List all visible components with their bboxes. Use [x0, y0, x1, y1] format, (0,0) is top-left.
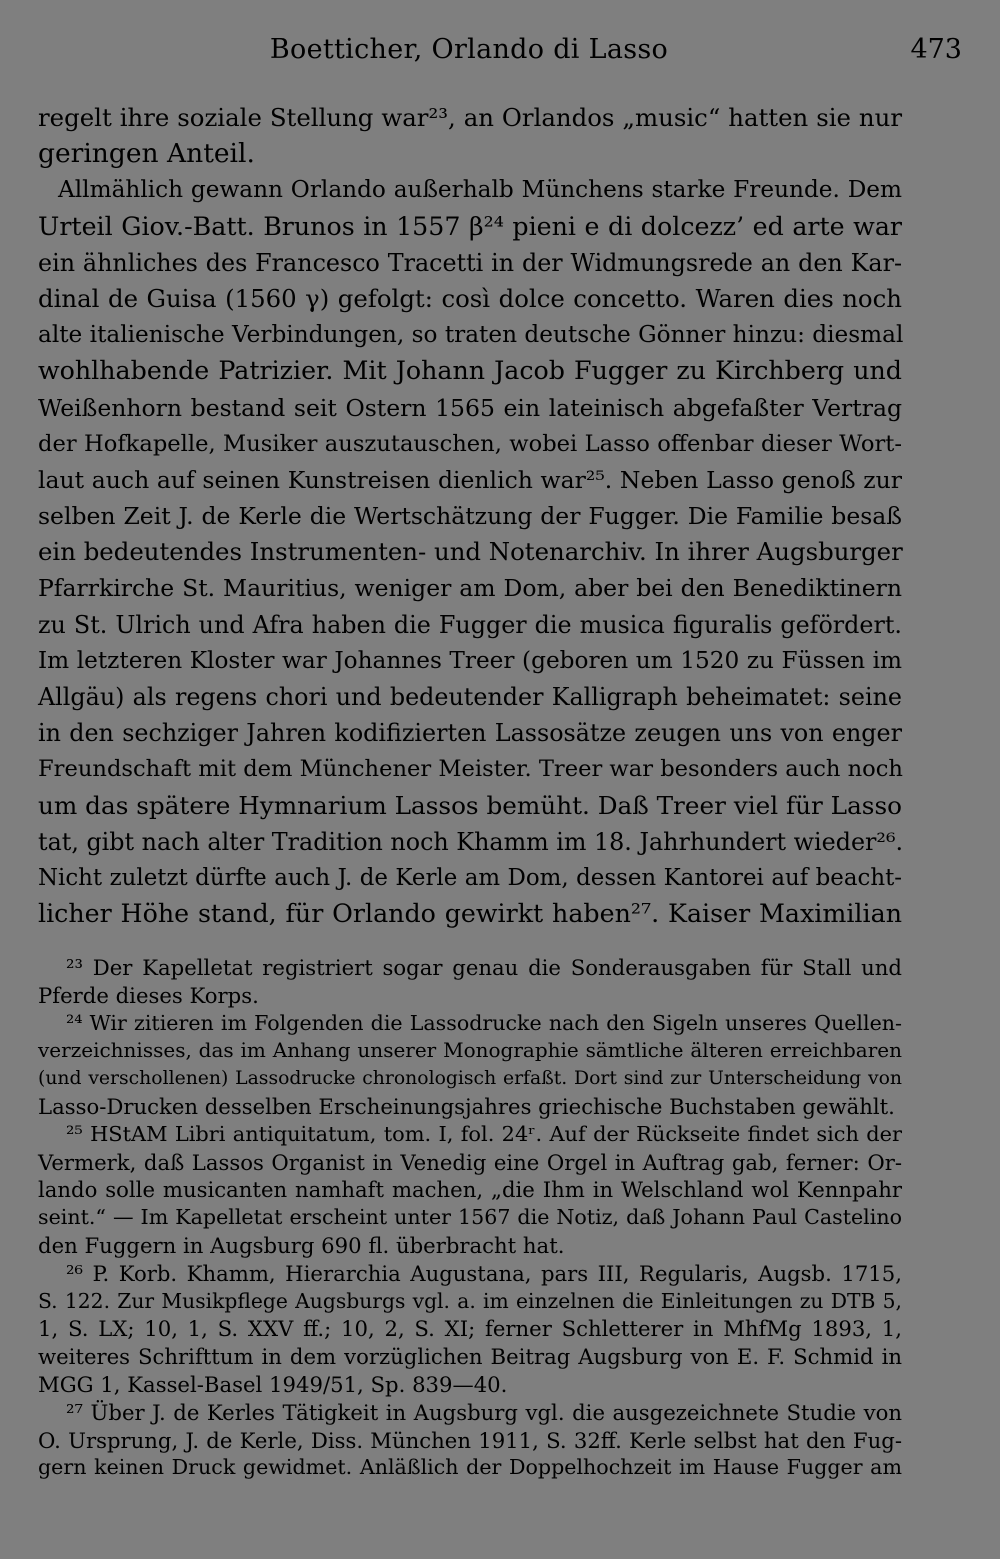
body-line: Urteil Giov.-Batt. Brunos in 1557 β²⁴ pieni e di dolcezz’ ed arte war [38, 211, 902, 241]
footnote-line: ²⁶ P. Korb. Khamm, Hierarchia Augustana, pars III, Regularis, Augsb. 1715, [66, 1260, 902, 1286]
running-head [38, 34, 962, 74]
footnote-line: MGG 1, Kassel-Basel 1949/51, Sp. 839—40. [38, 1371, 508, 1397]
footnote-line: lando solle musicanten namhaft machen, „die Ihm in Welschland wol Kennpahr [38, 1177, 902, 1203]
body-line: Freundschaft mit dem Münchener Meister. Treer war besonders auch noch [38, 756, 903, 783]
body-line: Pfarrkirche St. Mauritius, weniger am Dom, aber bei den Benediktinern [38, 574, 902, 603]
body-line: ein bedeutendes Instrumenten- und Notenarchiv. In ihrer Augsburger [38, 537, 903, 567]
body-line: selben Zeit J. de Kerle die Wertschätzung der Fugger. Die Familie besaß [38, 502, 902, 531]
body-line: Nicht zuletzt dürfte auch J. de Kerle am Dom, dessen Kantorei auf beacht- [38, 864, 902, 891]
body-line: zu St. Ulrich und Afra haben die Fugger die musica figuralis gefördert. [38, 610, 902, 639]
footnote-line: ²⁵ HStAM Libri antiquitatum, tom. I, fol. 24ʳ. Auf der Rückseite findet sich der [66, 1121, 902, 1146]
footnote-line: ²³ Der Kapelletat registriert sogar genau die Sonderausgaben für Stall und [66, 955, 902, 980]
running-title: Boetticher, Orlando di Lasso [269, 34, 669, 65]
body-line: Weißenhorn bestand seit Ostern 1565 ein lateinisch abgefaßter Vertrag [38, 393, 902, 422]
footnote-line: 1, S. LX; 10, 1, S. XXV ff.; 10, 2, S. XI; ferner Schletterer in MhfMg 1893, 1, [38, 1316, 902, 1342]
body-text [38, 100, 902, 932]
body-line: ein ähnliches des Francesco Tracetti in der Widmungsrede an den Kar- [38, 248, 902, 277]
body-line: regelt ihre soziale Stellung war²³, an Orlandos „music“ hatten sie nur [38, 103, 902, 132]
body-line: geringen Anteil. [38, 138, 255, 170]
body-line: wohlhabende Patrizier. Mit Johann Jacob Fugger zu Kirchberg und [38, 356, 902, 386]
body-line: licher Höhe stand, für Orlando gewirkt haben²⁷. Kaiser Maximilian [38, 899, 902, 929]
footnote-line: ²⁴ Wir zitieren im Folgenden die Lassodrucke nach den Sigeln unseres Quellen- [66, 1010, 902, 1035]
footnotes [38, 954, 902, 1482]
footnote-line: seint.“ — Im Kapelletat erscheint unter 1567 die Notiz, daß Johann Paul Castelino [38, 1205, 902, 1230]
body-line: dinal de Guisa (1560 γ) gefolgt: così dolce concetto. Waren dies noch [38, 283, 902, 313]
body-line: in den sechziger Jahren kodifizierten Lassosätze zeugen uns von enger [38, 719, 902, 748]
footnote-line: gern keinen Druck gewidmet. Anläßlich der Doppelhochzeit im Hause Fugger am [38, 1455, 902, 1480]
footnote-line: den Fuggern in Augsburg 690 fl. überbracht hat. [38, 1232, 565, 1258]
footnote-line: verzeichnisses, das im Anhang unserer Monographie sämtliche älteren erreichbaren [38, 1038, 902, 1063]
footnote-line: Vermerk, daß Lassos Organist in Venedig eine Orgel in Auftrag gab, ferner: Or- [38, 1149, 902, 1175]
body-line: der Hofkapelle, Musiker auszutauschen, wobei Lasso offenbar dieser Wort- [38, 430, 902, 457]
body-line: tat, gibt nach alter Tradition noch Khamm im 18. Jahrhundert wieder²⁶. [38, 827, 904, 856]
body-line: um das spätere Hymnarium Lassos bemüht. Daß Treer viel für Lasso [38, 790, 902, 820]
body-line: alte italienische Verbindungen, so traten deutsche Gönner hinzu: diesmal [38, 321, 904, 349]
footnote-line: O. Ursprung, J. de Kerle, Diss. München 1911, S. 32ff. Kerle selbst hat den Fug- [38, 1427, 902, 1453]
body-line: Im letzteren Kloster war Johannes Treer (geboren um 1520 zu Füssen im [38, 646, 902, 674]
page-number: 473 [910, 34, 962, 65]
body-line: Allgäu) als regens chori und bedeutender Kalligraph beheimatet: seine [38, 683, 902, 711]
body-line: Allmählich gewann Orlando außerhalb Münchens starke Freunde. Dem [58, 176, 902, 204]
footnote-line: (und verschollenen) Lassodrucke chronologisch erfaßt. Dort sind zur Unterscheidung von [38, 1068, 902, 1090]
body-line: laut auch auf seinen Kunstreisen dienlich war²⁵. Neben Lasso genoß zur [38, 465, 902, 494]
footnote-line: S. 122. Zur Musikpflege Augsburgs vgl. a. im einzelnen die Einleitungen zu DTB 5, [38, 1288, 902, 1313]
footnote-line: weiteres Schrifttum in dem vorzüglichen Beitrag Augsburg von E. F. Schmid in [38, 1344, 902, 1370]
footnote-line: Lasso-Drucken desselben Erscheinungsjahres griechische Buchstaben gewählt. [38, 1093, 895, 1119]
footnote-line: Pferde dieses Korps. [38, 982, 259, 1008]
footnote-line: ²⁷ Über J. de Kerles Tätigkeit in Augsburg vgl. die ausgezeichnete Studie von [66, 1399, 902, 1425]
